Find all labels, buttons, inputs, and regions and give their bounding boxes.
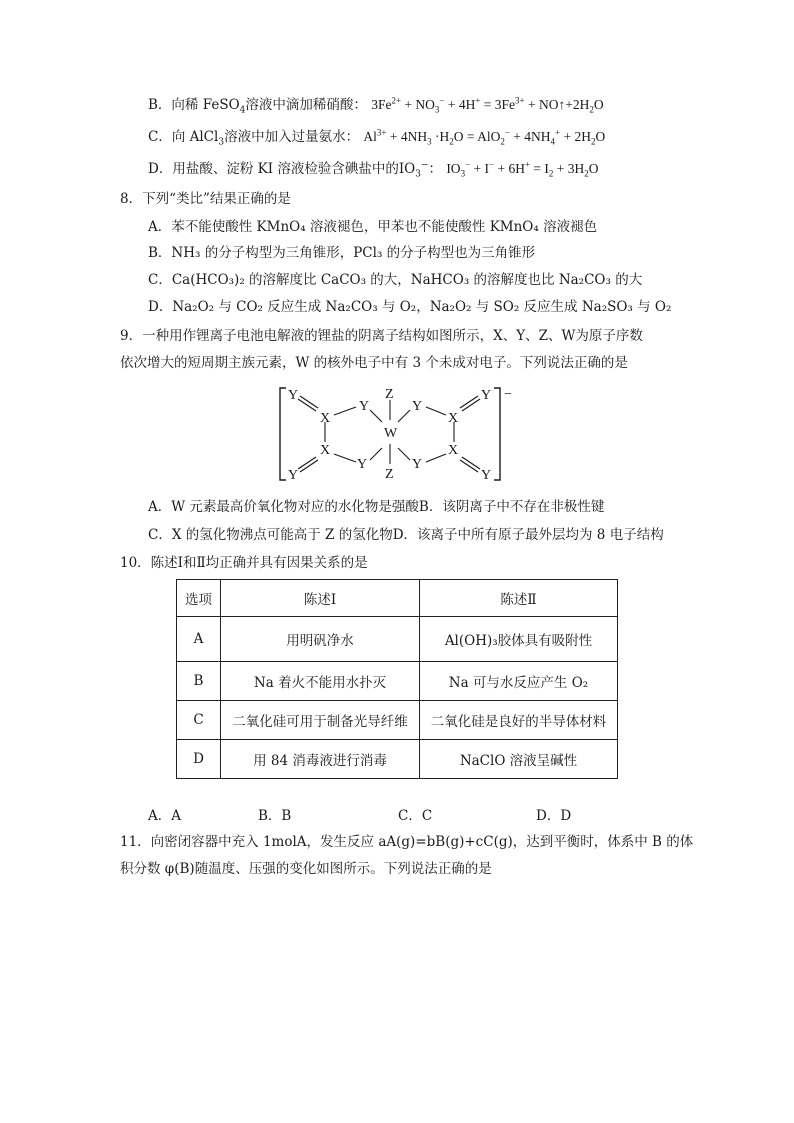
q7-b-equation: $3Fe^{2+} + NO_3^- + 4H^+ = 3Fe^{3+}$ + $NO↑+2H_2O$ [371, 95, 604, 115]
atom-x: X [448, 411, 459, 426]
atom-w: W [384, 426, 398, 441]
q9-options-ab: A．W 元素最高价氧化物对应的水化物是强酸B．该阴离子中不存在非极性键 [148, 499, 605, 515]
q7-d-text1: D．用盐酸、淀粉 KI 溶液检验含碘盐中的IO [148, 161, 416, 177]
q8-option-b: B．NH₃ 的分子构型为三角锥形，PCl₃ 的分子构型也为三角锥形 [148, 245, 536, 261]
table-cell: D [177, 740, 221, 779]
atom-z: Z [385, 467, 394, 482]
q7-c-sub: 3 [218, 137, 225, 148]
q11-stem-line2: 积分数 φ(B)随温度、压强的变化如图所示。下列说法正确的是 [120, 861, 492, 877]
table-row [177, 662, 618, 701]
header-cell: 陈述Ⅰ [221, 580, 420, 617]
table-row [177, 740, 618, 779]
q7-c-text1: C．向 AlCl [148, 129, 219, 145]
table-cell: 用 84 消毒液进行消毒 [221, 740, 420, 779]
table-header-row [177, 580, 618, 617]
q9-stem-line2: 依次增大的短周期主族元素，W 的核外电子中有 3 个未成对电子。下列说法正确的是 [120, 355, 628, 371]
atom-y: Y [357, 457, 368, 472]
q7-d-text2: ： [428, 161, 443, 177]
table-cell: C [177, 701, 221, 740]
q7-d-sup: − [420, 160, 429, 171]
q10-choice-b: B．B [258, 808, 292, 824]
q10-choice-c: C．C [398, 808, 433, 824]
table-cell: Al(OH)₃胶体具有吸附性 [420, 617, 618, 662]
q7-option-d [148, 160, 599, 178]
right-bracket [494, 388, 500, 480]
table-row [177, 701, 618, 740]
q8-option-c: C．Ca(HCO₃)₂ 的溶解度比 CaCO₃ 的大，NaHCO₃ 的溶解度也比 Na₂CO₃ 的大 [148, 272, 643, 288]
left-bracket [280, 388, 286, 480]
q7-d-equation: $IO_3^- + I^- + 6H^+ = I_2 + 3H_2O$ [446, 159, 599, 179]
table-cell: Na 着火不能用水扑灭 [221, 662, 420, 701]
q8-option-d: D．Na₂O₂ 与 CO₂ 反应生成 Na₂CO₃ 与 O₂，Na₂O₂ 与 SO₂ 反应生成 Na₂SO₃ 与 O₂ [148, 299, 672, 315]
q9-stem-line1: 9．一种用作锂离子电池电解液的锂盐的阴离子结构如图所示，X、Y、Z、W为原子序数 [120, 328, 643, 344]
atom-y: Y [412, 457, 423, 472]
q7-c-text2: 溶液中加入过量氨水： [224, 129, 360, 145]
q7-b-text2: 溶液中滴加稀硝酸： [245, 97, 367, 113]
table-cell: Na 可与水反应产生 O₂ [420, 662, 618, 701]
atom-y: Y [288, 388, 299, 403]
table-cell: A [177, 617, 221, 662]
q10-choice-d: D．D [536, 808, 572, 824]
q7-option-b [148, 96, 604, 114]
atom-y: Y [412, 399, 423, 414]
header-cell: 陈述Ⅱ [420, 580, 618, 617]
q7-b-text1: B．向稀 FeSO [148, 97, 240, 113]
atom-x: X [320, 411, 331, 426]
atom-x: X [320, 443, 331, 458]
atom-y: Y [359, 399, 370, 414]
q10-choice-a: A．A [148, 808, 181, 824]
q8-option-a: A．苯不能使酸性 KMnO₄ 溶液褪色，甲苯也不能使酸性 KMnO₄ 溶液褪色 [148, 219, 598, 235]
q10-stem: 10．陈述Ⅰ和Ⅱ均正确并具有因果关系的是 [120, 555, 368, 571]
q8-stem: 8．下列“类比”结果正确的是 [120, 191, 291, 207]
header-cell: 选项 [177, 580, 221, 617]
q7-d-sub: 3 [415, 169, 421, 180]
atom-x: X [448, 443, 459, 458]
q9-options-cd: C．X 的氢化物沸点可能高于 Z 的氢化物D．该离子中所有原子最外层均为 8 电子结构 [148, 527, 664, 543]
atom-z: Z [385, 387, 394, 402]
anion-structure-diagram [270, 382, 530, 486]
q7-b-sub: 4 [239, 105, 246, 116]
table-cell: 用明矾净水 [221, 617, 420, 662]
table-cell: NaClO 溶液呈碱性 [420, 740, 618, 779]
atom-y: Y [288, 468, 299, 483]
q10-table [176, 579, 618, 779]
table-cell: B [177, 662, 221, 701]
atom-y: Y [481, 468, 492, 483]
table-cell: 二氧化硅可用于制备光导纤维 [221, 701, 420, 740]
q11-stem-line1: 11．向密闭容器中充入 1molA，发生反应 aA(g)=bB(g)+cC(g)，达到平衡时，体系中 B 的体 [120, 834, 694, 850]
atom-y: Y [481, 388, 492, 403]
table-row [177, 617, 618, 662]
table-cell: 二氧化硅是良好的半导体材料 [420, 701, 618, 740]
charge-label: − [504, 387, 512, 402]
q7-option-c [148, 128, 605, 146]
q7-c-equation: $Al^{3+} + 4NH_3 \cdot H_2O = AlO_2^- + 4NH_4^+ + 2H_2O$ [363, 127, 606, 147]
